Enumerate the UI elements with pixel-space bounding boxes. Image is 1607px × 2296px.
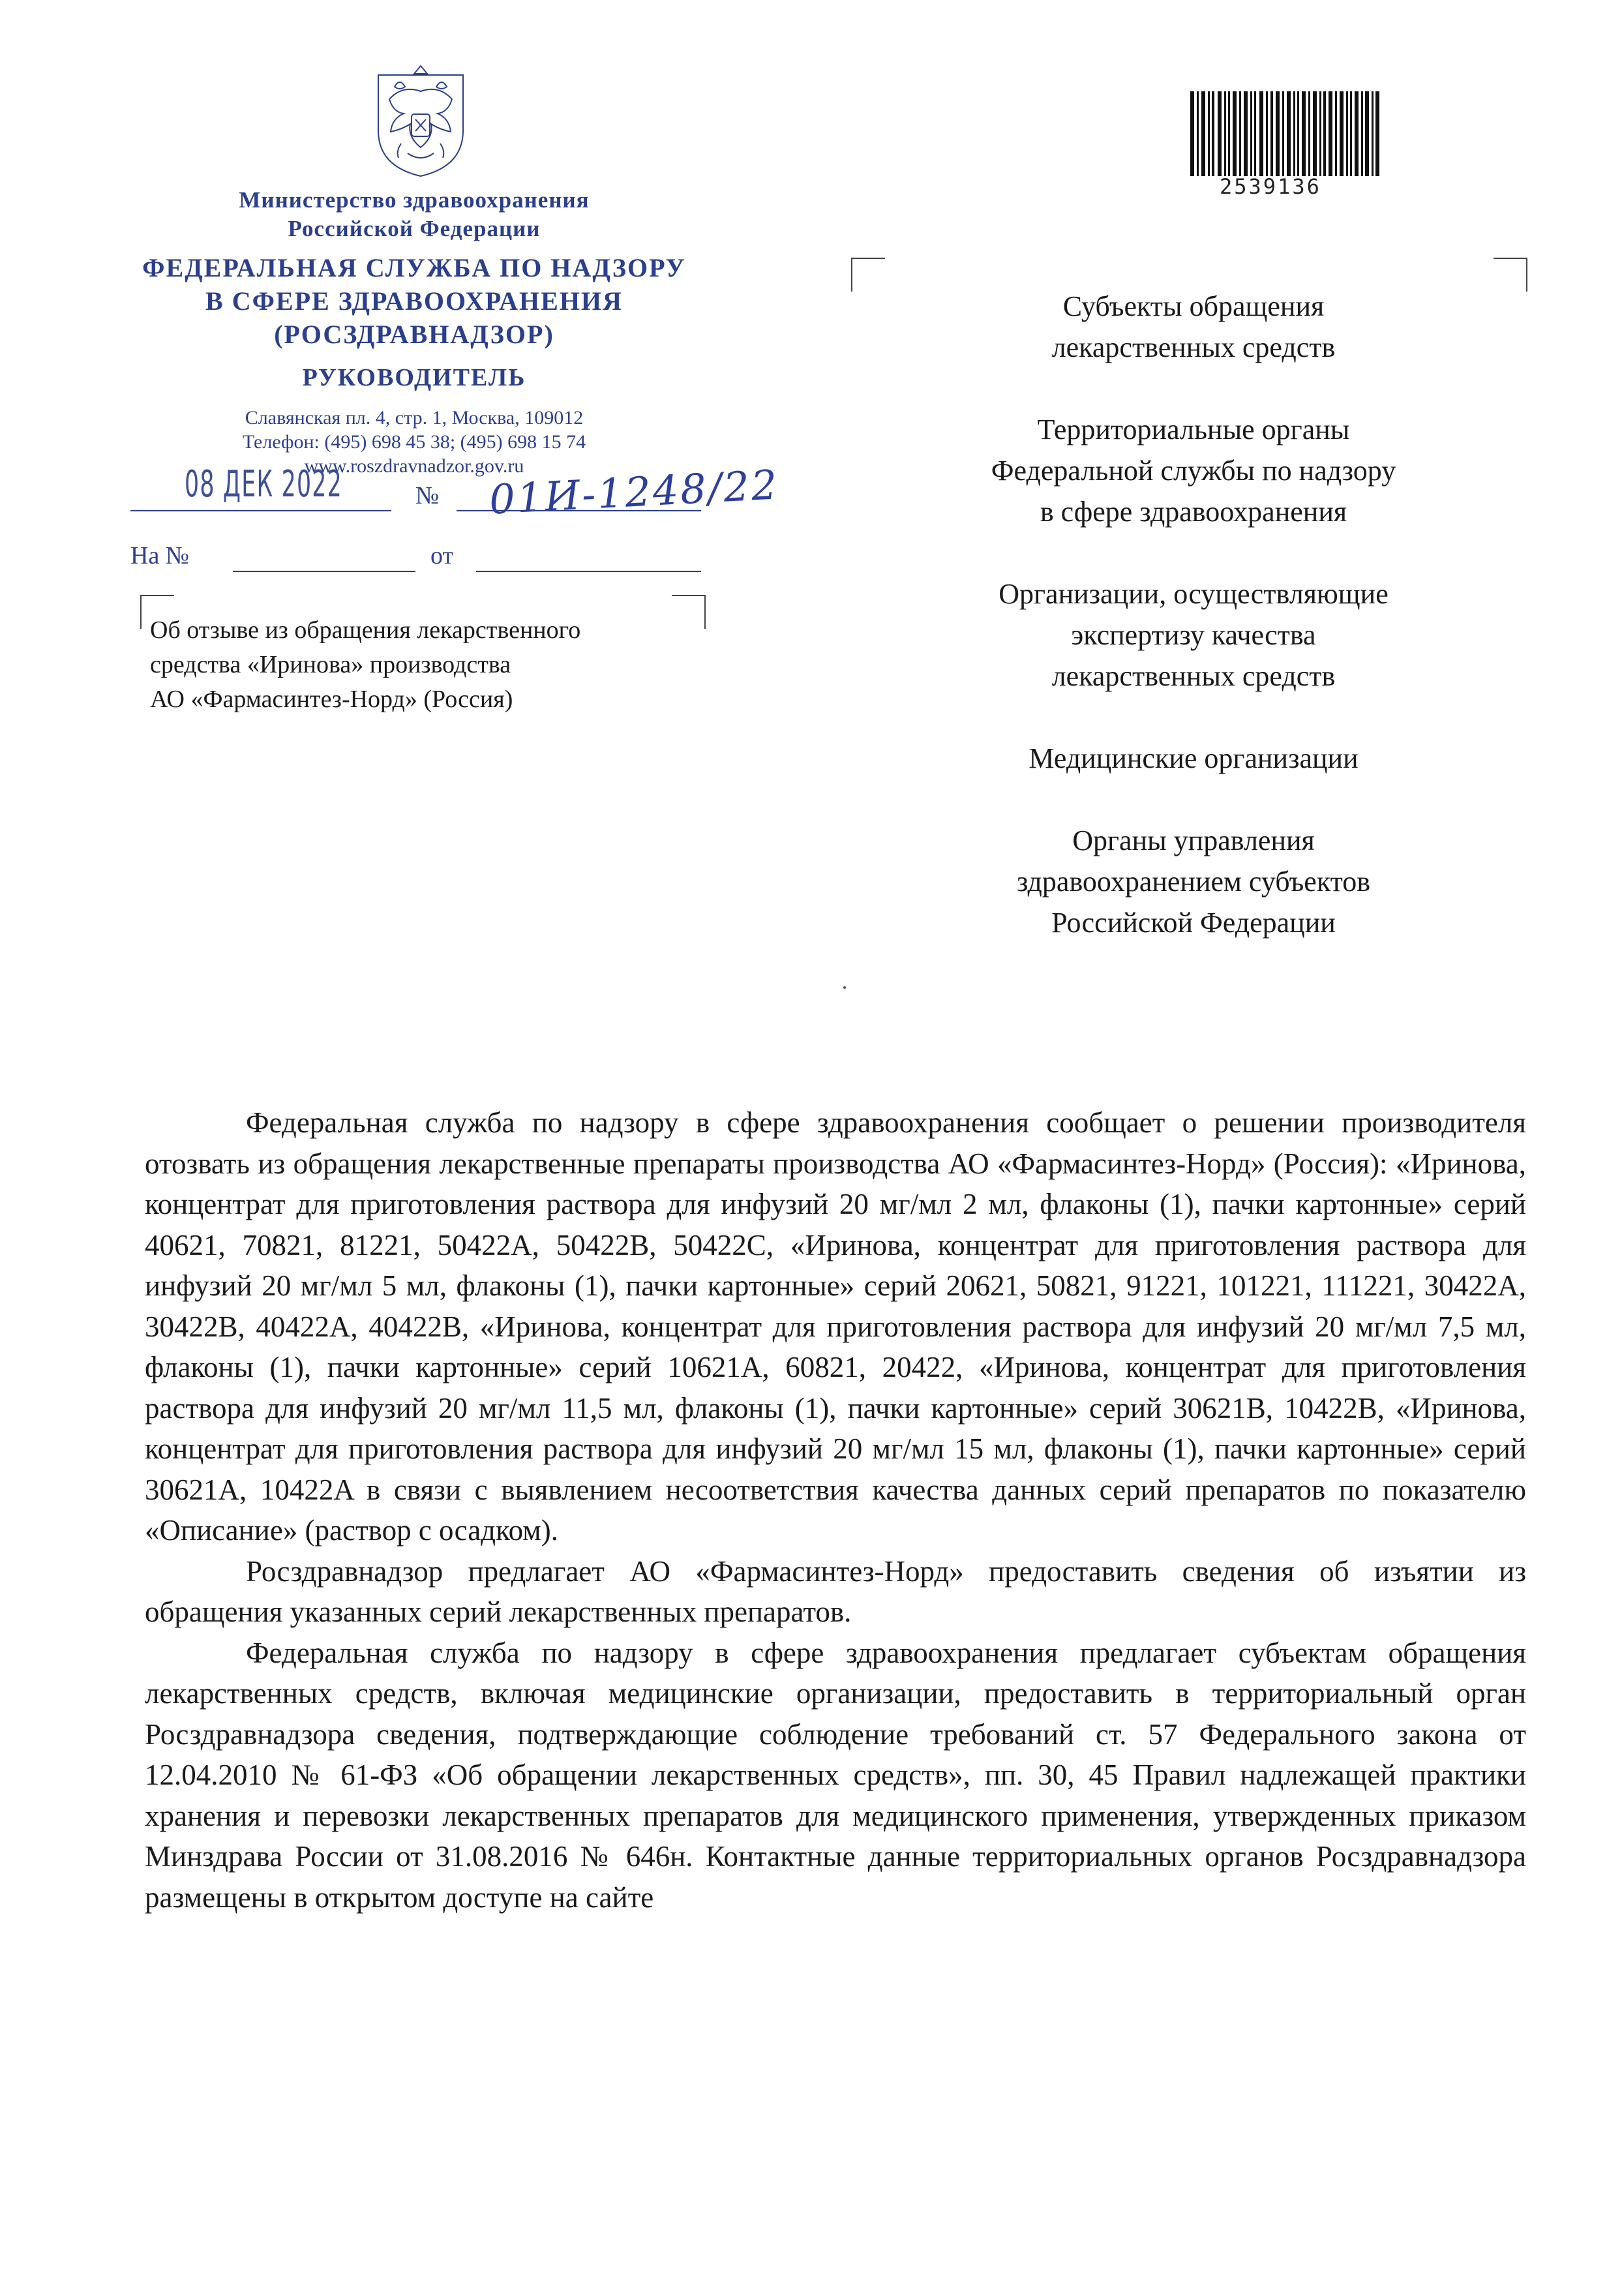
number-sign: №: [415, 482, 440, 509]
ministry-line-1: Министерство здравоохранения: [239, 187, 590, 213]
recipient-line: Федеральной службы по надзору: [991, 455, 1396, 487]
recipient-group: [867, 409, 1520, 532]
agency-line-2: В СФЕРЕ ЗДРАВООХРАНЕНИЯ: [205, 286, 623, 316]
agency-line-3: (РОСЗДРАВНАДЗОР): [274, 320, 554, 349]
recipient-group: [867, 820, 1520, 943]
body-paragraph-2: Росздравнадзор предлагает АО «Фармасинтез-Норд» предоставить сведения об изъятии из обращения указанных серий лекарственных препаратов.: [145, 1554, 1526, 1628]
recipient-line: Территориальные органы: [1037, 414, 1350, 446]
recipient-line: лекарственных средств: [1051, 660, 1336, 692]
recipients-block: [867, 286, 1520, 984]
recipient-line: Органы управления: [1072, 824, 1315, 856]
recipient-group: [867, 573, 1520, 697]
recipient-line: Субъекты обращения: [1062, 290, 1325, 322]
body-paragraph-1: Федеральная служба по надзору в сфере здравоохранения сообщает о решении производителя отозвать из обращения лекарственные препараты производства АО «Фармасинтез-Норд» (Россия): «Иринова, концентрат для приготовления раствора для инфузий 20 мг/мл 2 мл, флаконы (1), пачки картонные» серий 40621, 70821, 81221, 50422A, 50422B, 50422C, «Иринова, концентрат для приготовления раствора для инфузий 20 мг/мл 5 мл, флаконы (1), пачки картонные» серий 20621, 50821, 91221, 101221, 111221, 30422A, 30422B, 40422A, 40422B, «Иринова, концентрат для приготовления раствора для инфузий 20 мг/мл 7,5 мл, флаконы (1), пачки картонные» серий 10621A, 60821, 20422, «Иринова, концентрат для приготовления раствора для инфузий 20 мг/мл 11,5 мл, флаконы (1), пачки картонные» серий 30621B, 10422B, «Иринова, концентрат для приготовления раствора для инфузий 20 мг/мл 15 мл, флаконы (1), пачки картонные» серий 30621A, 10422A в связи с выявлением несоответствия качества данных серий препаратов по показателю «Описание» (раствор с осадком).: [145, 1106, 1526, 1547]
head-title: РУКОВОДИТЕЛЬ: [302, 364, 526, 391]
recipient-line: Организации, осуществляющие: [999, 578, 1389, 610]
stray-mark: [843, 986, 846, 989]
recipient-line: Российской Федерации: [1051, 907, 1336, 939]
from-underline: [476, 571, 701, 572]
subject-line-2: средства «Иринова» производства: [150, 651, 511, 678]
coat-of-arms-emblem: [368, 62, 473, 179]
recipient-line: экспертизу качества: [1071, 619, 1316, 651]
recipient-line: лекарственных средств: [1051, 331, 1336, 363]
recipient-group: [867, 738, 1520, 779]
recipient-line: Медицинские организации: [1029, 742, 1359, 774]
barcode: [1190, 91, 1379, 176]
recipient-group: [867, 286, 1520, 368]
agency-line-1: ФЕДЕРАЛЬНАЯ СЛУЖБА ПО НАДЗОРУ: [142, 253, 686, 282]
body-paragraph-3: Федеральная служба по надзору в сфере здравоохранения предлагает субъектам обращения лекарственных средств, включая медицинские организации, предоставить в территориальный орган Росздравнадзора сведения, подтверждающие соблюдение требований ст. 57 Федерального закона от 12.04.2010 № 61-ФЗ «Об обращении лекарственных средств», пп. 30, 45 Правил надлежащей практики хранения и перевозки лекарственных препаратов для медицинского применения, утвержденных приказом Минздрава России от 31.08.2016 № 646н. Контактные данные территориальных органов Росздравнадзора размещены в открытом доступе на сайте: [145, 1636, 1526, 1914]
ministry-line-2: Российской Федерации: [288, 216, 541, 241]
handwritten-outgoing-number: 01И-1248/22: [488, 461, 781, 524]
date-stamp: 08 ДЕК 2022: [185, 463, 342, 506]
address: Славянская пл. 4, стр. 1, Москва, 109012: [245, 407, 584, 429]
barcode-number: 2539136: [1220, 174, 1321, 199]
from-label: от: [430, 542, 454, 569]
reply-to-underline: [233, 571, 415, 572]
ministry-name: [127, 186, 701, 243]
subject-line-3: АО «Фармасинтез-Норд» (Россия): [150, 686, 513, 713]
date-underline: [130, 510, 391, 511]
agency-name: [127, 251, 701, 351]
website: www.roszdravnadzor.gov.ru: [304, 455, 524, 477]
phone: Телефон: (495) 698 45 38; (495) 698 15 74: [242, 431, 586, 453]
letter-subject: [150, 613, 711, 717]
recipient-line: в сфере здравоохранения: [1040, 496, 1347, 528]
letter-body: [145, 1102, 1526, 1918]
subject-line-1: Об отзыве из обращения лекарственного: [150, 616, 581, 644]
reply-to-label: На №: [130, 542, 190, 569]
recipient-line: здравоохранением субъектов: [1016, 866, 1371, 898]
